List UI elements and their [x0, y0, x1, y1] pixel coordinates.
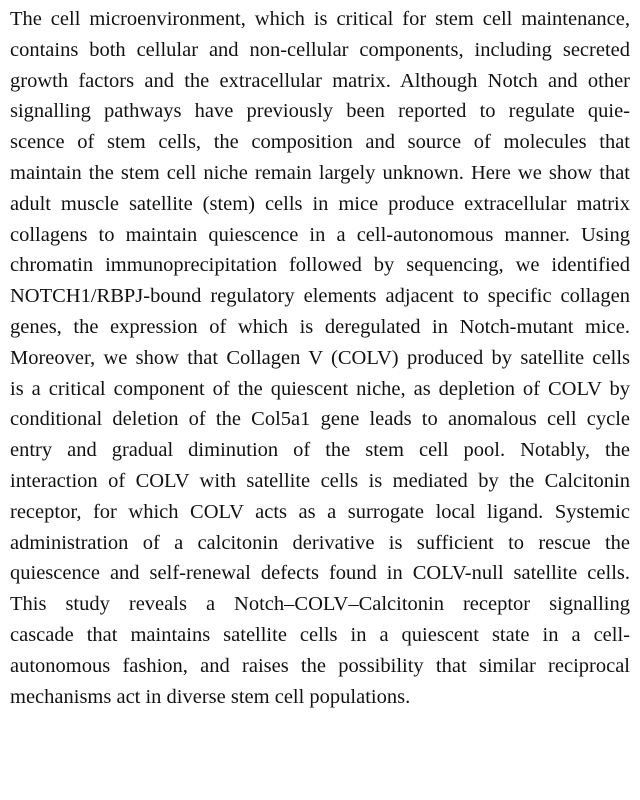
text-line: receptor, for which COLV acts as a surrogate local ligand. Systemic — [10, 500, 630, 523]
text-line: Moreover, we show that Collagen V (COLV) produced by satellite cells — [10, 346, 630, 369]
text-line-last: mechanisms act in diverse stem cell populations. — [10, 685, 411, 708]
text-line: genes, the expression of which is deregulated in Notch-mutant mice. — [10, 315, 630, 338]
text-line: scence of stem cells, the composition and source of molecules that — [10, 131, 630, 154]
text-line: is a critical component of the quiescent niche, as depletion of COLV by — [10, 377, 630, 400]
text-line: entry and gradual diminution of the stem cell pool. Notably, the — [10, 439, 630, 462]
text-line: chromatin immunoprecipitation followed by sequencing, we identified — [10, 254, 630, 277]
text-line: cascade that maintains satellite cells in a quiescent state in a cell- — [10, 623, 630, 646]
text-line: NOTCH1/RBPJ-bound regulatory elements adjacent to specific collagen — [10, 285, 630, 308]
text-line: collagens to maintain quiescence in a cell-autonomous manner. Using — [10, 223, 630, 246]
text-line: administration of a calcitonin derivative is sufficient to rescue the — [10, 531, 630, 554]
text-line: contains both cellular and non-cellular components, including secreted — [10, 38, 630, 61]
text-line: quiescence and self-renewal defects found in COLV-null satellite cells. — [10, 562, 630, 585]
text-line: conditional deletion of the Col5a1 gene leads to anomalous cell cycle — [10, 408, 630, 431]
text-line: interaction of COLV with satellite cells is mediated by the Calcitonin — [10, 469, 630, 492]
text-line: autonomous fashion, and raises the possibility that similar reciprocal — [10, 654, 630, 677]
abstract-paragraph — [10, 4, 630, 712]
text-line: signalling pathways have previously been reported to regulate quie- — [10, 100, 630, 123]
text-line: adult muscle satellite (stem) cells in mice produce extracellular matrix — [10, 192, 630, 215]
text-line: maintain the stem cell niche remain largely unknown. Here we show that — [10, 161, 630, 184]
text-line: This study reveals a Notch–COLV–Calcitonin receptor signalling — [10, 593, 630, 616]
text-line: growth factors and the extracellular matrix. Although Notch and other — [10, 69, 630, 92]
text-line: The cell microenvironment, which is critical for stem cell maintenance, — [10, 8, 630, 30]
